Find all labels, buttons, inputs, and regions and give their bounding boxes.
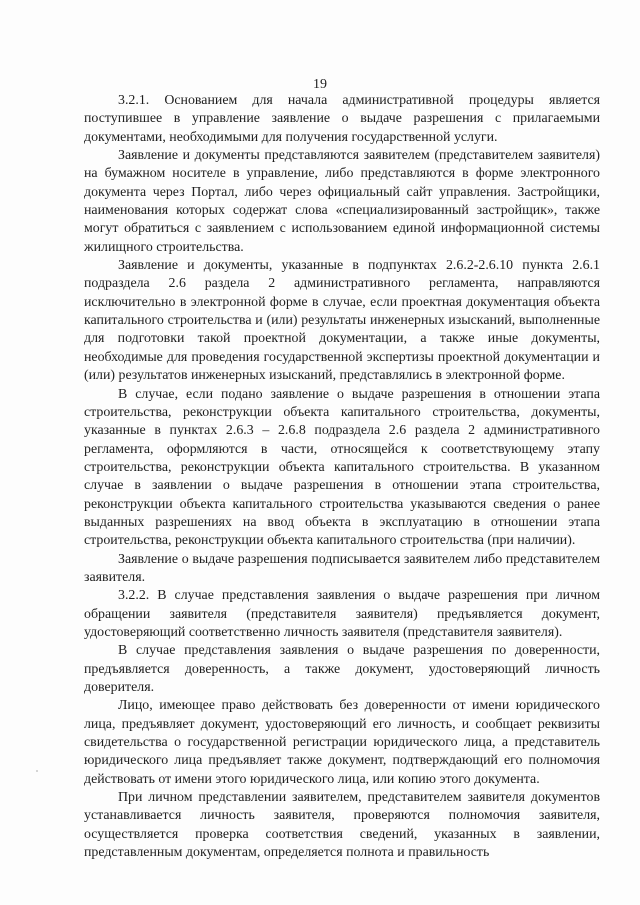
paragraph-signature: Заявление о выдаче разрешения подписывается заявителем либо представителем заявителя. — [84, 551, 600, 585]
paragraph-power-of-attorney: В случае представления заявления о выдаче разрешения по доверенности, предъявляется доверенность, а также документ, удостоверяющий личность доверителя. — [84, 643, 600, 695]
paragraph-legal-entity: Лицо, имеющее право действовать без доверенности от имени юридического лица, предъявляет документ, удостоверяющий его личность, и сообщает реквизиты свидетельства о государственной регистрации юридического лица, а представитель юридического лица предъявляет также документ, подтверждающий его полномочия действовать от имени этого юридического лица, или копию этого документа. — [84, 698, 600, 787]
paragraph-3-2-1: 3.2.1. Основанием для начала административной процедуры является поступившее в управление заявление о выдаче разрешения с прилагаемыми документами, необходимыми для получения государственной услуги. — [84, 93, 600, 145]
paragraph-identity-check: При личном представлении заявителем, представителем заявителя документов устанавливается личность заявителя, проверяются полномочия заявителя, осуществляется проверка соответствия сведений, указанных в заявлении, представленным документам, определяется полнота и правильность — [84, 790, 600, 861]
page-number: 19 — [313, 77, 327, 92]
paragraph-submission-methods: Заявление и документы представляются заявителем (представителем заявителя) на бумажном носителе в управление, либо представляются в форме электронного документа через Портал, либо через официальный сайт управления. Застройщики, наименования которых содержат слова «специализированный застройщик», также могут обратиться с заявлением с использованием единой информационной системы жилищного строительства. — [84, 148, 600, 255]
document-body — [84, 92, 600, 862]
paragraph-electronic-form: Заявление и документы, указанные в подпунктах 2.6.2-2.6.10 пункта 2.6.1 подраздела 2.6 раздела 2 административного регламента, направляются исключительно в электронной форме в случае, если проектная документация объекта капитального строительства и (или) результаты инженерных изысканий, выполненные для подготовки такой проектной документации, а также иные документы, необходимые для проведения государственной экспертизы проектной документации и (или) результатов инженерных изысканий, представлялись в электронной форме. — [84, 258, 600, 384]
paragraph-construction-stage: В случае, если подано заявление о выдаче разрешения в отношении этапа строительства, реконструкции объекта капитального строительства, документы, указанные в пунктах 2.6.3 – 2.6.8 подраздела 2.6 раздела 2 административного регламента, оформляются в части, относящейся к соответствующему этапу строительства, реконструкции объекта капитального строительства. В указанном случае в заявлении о выдаче разрешения в отношении этапа строительства, реконструкции объекта капитального строительства указываются сведения о ранее выданных разрешениях на ввод объекта в эксплуатацию в отношении этапа строительства, реконструкции объекта капитального строительства (при наличии). — [84, 386, 600, 549]
paragraph-3-2-2: 3.2.2. В случае представления заявления о выдаче разрешения при личном обращении заявителя (представителя заявителя) предъявляется документ, удостоверяющий соответственно личность заявителя (представителя заявителя). — [84, 588, 600, 640]
scan-artifact — [36, 770, 38, 772]
